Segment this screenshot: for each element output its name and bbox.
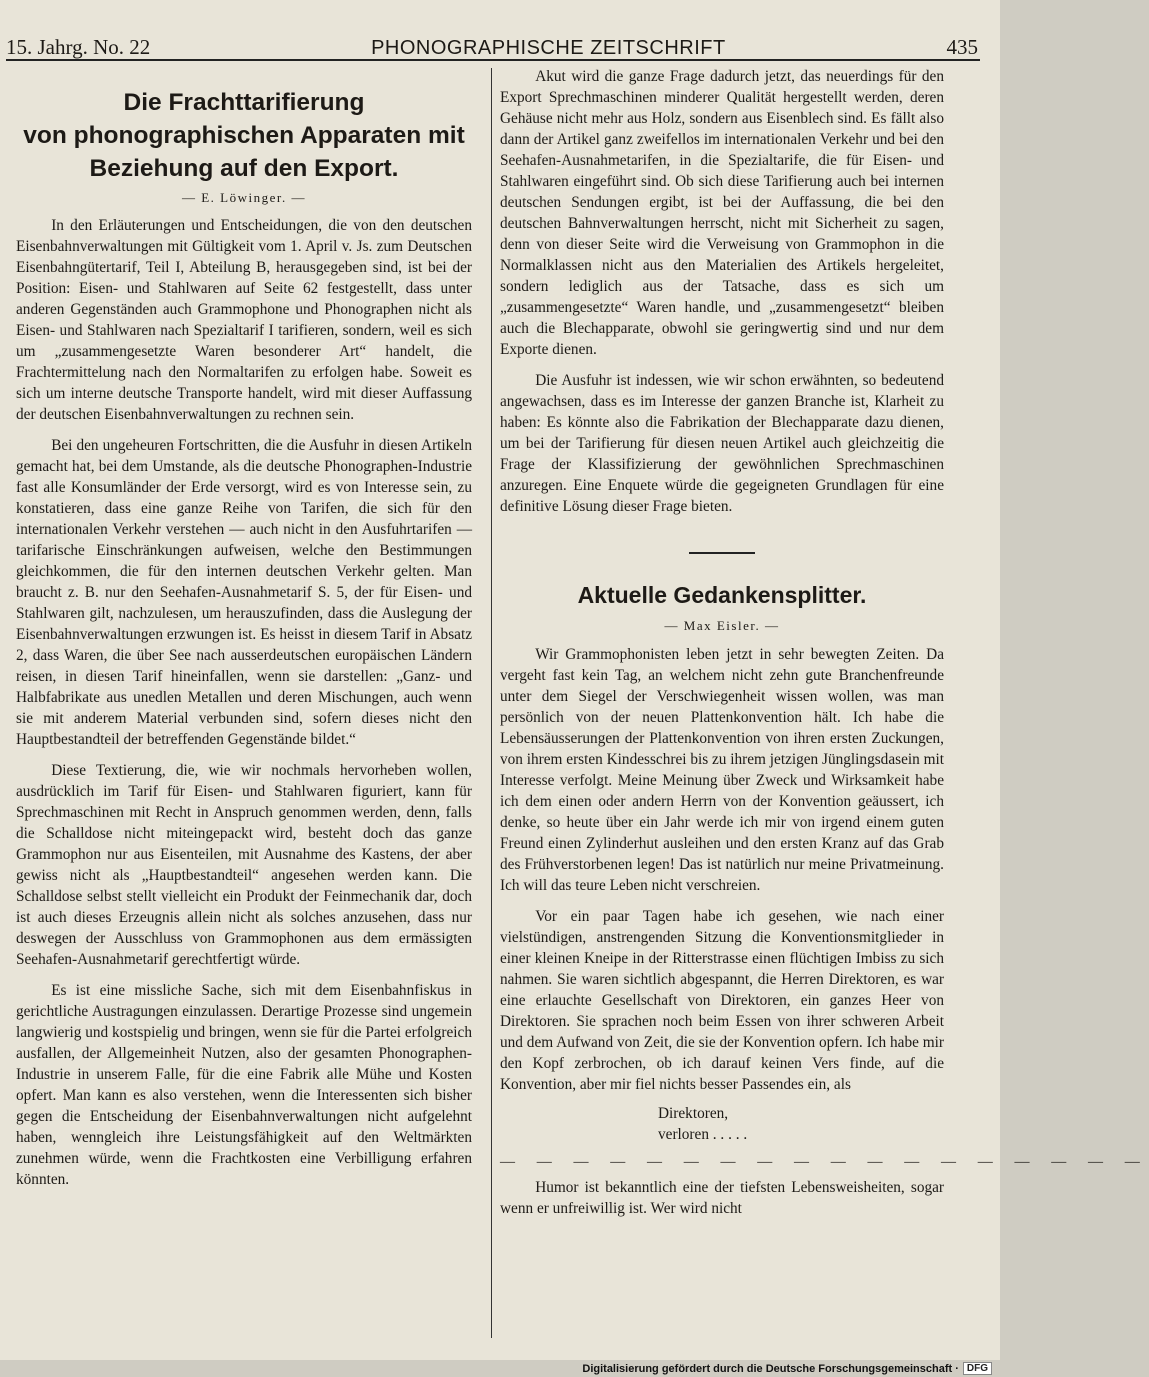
article-title: Aktuelle Gedankensplitter.: [577, 582, 867, 608]
article-title-line: Beziehung auf den Export.: [89, 155, 399, 182]
article-title-line: von phonographischen Apparaten mit: [23, 122, 465, 149]
article-paragraph: Vor ein paar Tagen habe ich gesehen, wie nach einer vielstündigen, anstrengenden Sitzung die Konventionsmitglieder in einer kleinen Kneipe in der Ritterstrasse einen flüchtigen Imbiss zu sich nahmen. Sie waren sichtlich abgespannt, die Herren Direktoren, es war eine erlauchte Gesellschaft von Direktoren, ein ganzes Heer von Direktoren. Sie sprachen noch beim Essen von ihrer schweren Arbeit und dem Aufwand von Zeit, die sie der Konvention opfern. Ich habe mir den Kopf zerbrochen, ob ich darauf keinen Vers finde, auf die Konvention, aber mir fiel nichts besser Passendes ein, als: [500, 908, 944, 1093]
article-paragraph: Wir Grammophonisten leben jetzt in sehr bewegten Zeiten. Da vergeht fast kein Tag, an welchem nicht zehn gute Branchenfreunde unter dem Siegel der Verschwiegenheit wissen wollen, was man persönlich von der neuen Plattenkonvention hält. Ich habe die Lebensäusserungen der Plattenkonvention von ihren ersten Zuckungen, von ihrem ersten Kindesschrei bis zu ihrem jetzigen Jünglingsdasein mit Interesse verfolgt. Meine Meinung über Zweck und Wirksamkeit habe ich dem einen oder andern Herrn von der Konvention geäussert, ich denke, so heute über ein Jahr werde ich mir von irgend einem guten Freund einen Zylinderhut ausleihen und den ersten Kranz auf das Grab des Frühverstorbenen legen! Das ist natürlich nur meine Privatmeinung. Ich will das teure Leben nicht verschreien.: [500, 646, 944, 894]
verse-line: Direktoren,: [658, 1105, 729, 1122]
credit-text: Digitalisierung gefördert durch die Deutsche Forschungsgemeinschaft ·: [582, 1362, 959, 1375]
article-paragraph: In den Erläuterungen und Entscheidungen, die von den deutschen Eisenbahnverwaltungen mit Gültigkeit vom 1. April v. Js. zum Deutschen Eisenbahngütertarif, Teil I, Abteilung B, herausgegeben sind, ist bei der Position: Eisen- und Stahlwaren auf Seite 62 festgestellt, dass unter anderen Gegenständen auch Grammophone und Phonographen nicht als Eisen- und Stahlwaren nach Spezialtarif I tarifieren, sondern, weil es sich um „zusammengesetzte Waren besonderer Art“ handelt, die Frachtermittelung nach den Normaltarifen zu erfolgen habe. Soweit es sich um interne deutsche Transporte handelt, wird mit dieser Auffassung der deutschen Eisenbahnverwaltungen zu rechnen sein.: [16, 217, 472, 423]
dfg-logo: DFG: [963, 1362, 992, 1375]
page-number: 435: [946, 35, 978, 59]
journal-title: PHONOGRAPHISCHE ZEITSCHRIFT: [371, 37, 726, 59]
article-paragraph: Es ist eine missliche Sache, sich mit dem Eisenbahnfiskus in gerichtliche Austragungen einzulassen. Derartige Prozesse sind ungemein langwierig und kostspielig und bringen, wenn sie für die Partei erfolgreich ausfallen, der Allgemeinheit Nutzen, also der gesamten Phonographen-Industrie in unserem Falle, für die eine Fabrik alle Mühe und Kosten opfert. Man kann es also verstehen, wenn die Interessenten sich bisher gegen die Entscheidung der Eisenbahnverwaltungen nicht aufgelehnt haben, wenngleich ihre Leistungsfähigkeit auf den Weltmärkten zunehmen würde, wenn die Frachtkosten eine Verbilligung erfahren könnten.: [16, 982, 472, 1188]
running-header: [6, 30, 978, 58]
left-column: [16, 66, 472, 1190]
right-column: [500, 66, 1149, 1219]
digitization-credit: [582, 1362, 992, 1375]
column-rule: [491, 68, 492, 1338]
verse-line: verloren . . . . .: [658, 1126, 748, 1143]
dash-separator: — — — — — — — — — — — — — — — — — —: [500, 1154, 1149, 1170]
article-paragraph: Diese Textierung, die, wie wir nochmals hervorheben wollen, ausdrücklich im Tarif für Eisen- und Stahlwaren figuriert, kann für Sprechmaschinen mit Recht in Anspruch genommen werden, denn, falls die Schalldose nicht miteingepackt wird, besteht doch das ganze Grammophon nur aus Eisenteilen, mit Ausnahme des Kastens, der aber gewiss nicht als „Hauptbestandteil“ angesehen werden kann. Die Schalldose selbst stellt vielleicht ein Produkt der Feinmechanik dar, doch ist auch dieses Erzeugnis allein nicht als solches anzusehen, dass nur deswegen der Ausschluss von Grammophonen aus dem ermässigten Seehafen-Ausnahmetarif gerechtfertigt würde.: [16, 762, 472, 968]
article-paragraph: Die Ausfuhr ist indessen, wie wir schon erwähnten, so bedeutend angewachsen, dass es im Interesse der ganzen Branche ist, Klarheit zu haben: Es könnte also die Fabrikation der Blechapparate dazu dienen, um bei der Tarifierung für diesen neuen Artikel auch gleichzeitig die Frage der Klassifizierung der gewöhnlichen Sprechmaschinen anzuregen. Eine Enquete würde die gegeigneten Grundlagen für eine definitive Lösung dieser Frage bieten.: [500, 372, 944, 515]
verse: [658, 1103, 944, 1145]
article-paragraph: Akut wird die ganze Frage dadurch jetzt, das neuerdings für den Export Sprechmaschinen minderer Qualität hergestellt werden, deren Gehäuse nicht mehr aus Holz, sondern aus Eisenblech sind. Es fällt also dann der Artikel ganz zweifellos im internationalen Verkehr und bei den Seehafen-Ausnahmetarifen, in die Spezialtarife, die für Eisen- und Stahlwaren eingeführt sind. Ob sich diese Tarifierung auch bei internen deutschen Sendungen ergibt, ist bei der Auffassung, die bei den deutschen Bahnverwaltungen herrscht, nicht mit Sicherheit zu sagen, denn von dieser Seite wird die Verweisung von Grammophon in die Normalklassen nicht aus den Materialien des Artikels hergeleitet, sondern lediglich aus der Tatsache, dass es sich um „zusammengesetzte“ Waren handle, und „zusammengesetzt“ bleiben auch die Blechapparate, obwohl sie geringwertig sind und nur dem Exporte dienen.: [500, 68, 944, 358]
article-author: — Max Eisler. —: [664, 618, 780, 633]
article-title: [16, 86, 472, 185]
article-title-line: Die Frachttarifierung: [123, 89, 365, 116]
header-rule: [6, 59, 980, 61]
article-paragraph: Humor ist bekanntlich eine der tiefsten Lebensweisheiten, sogar wenn er unfreiwillig ist. Wer wird nicht: [500, 1179, 944, 1217]
issue-number: 15. Jahrg. No. 22: [6, 35, 151, 59]
article-paragraph: Bei den ungeheuren Fortschritten, die die Ausfuhr in diesen Artikeln gemacht hat, bei dem Umstande, als die deutsche Phonographen-Industrie fast alle Konsumländer der Erde versorgt, wird es von Interesse sein, zu konstatieren, dass eine ganze Reihe von Tarifen, die sich für den internationalen Verkehr verstehen — auch nicht in den Ausfuhrtarifen — tarifarische Einschränkungen aufweisen, welche den Bestimmungen gleichkommen, die für den internen deutschen Verkehr gelten. Man braucht z. B. nur den Seehafen-Ausnahmetarif S. 5, der für Eisen- und Stahlwaren gilt, nachzulesen, um herauszufinden, dass die Auslegung der Eisenbahnverwaltungen erzwungen ist. Es heisst in diesem Tarif in Absatz 2, dass Waren, die über See nach ausserdeutschen europäischen Ländern reisen, in diesen Tarif hineinfallen, wenn sie darstellen: „Ganz- und Halbfabrikate aus unedlen Metallen und deren Mischungen, auch wenn sie mit anderem Material verbunden sind, sofern dieses nicht den Hauptbestandteil der betreffenden Gegenstände bildet.“: [16, 437, 472, 748]
article-author: — E. Löwinger. —: [181, 190, 306, 205]
